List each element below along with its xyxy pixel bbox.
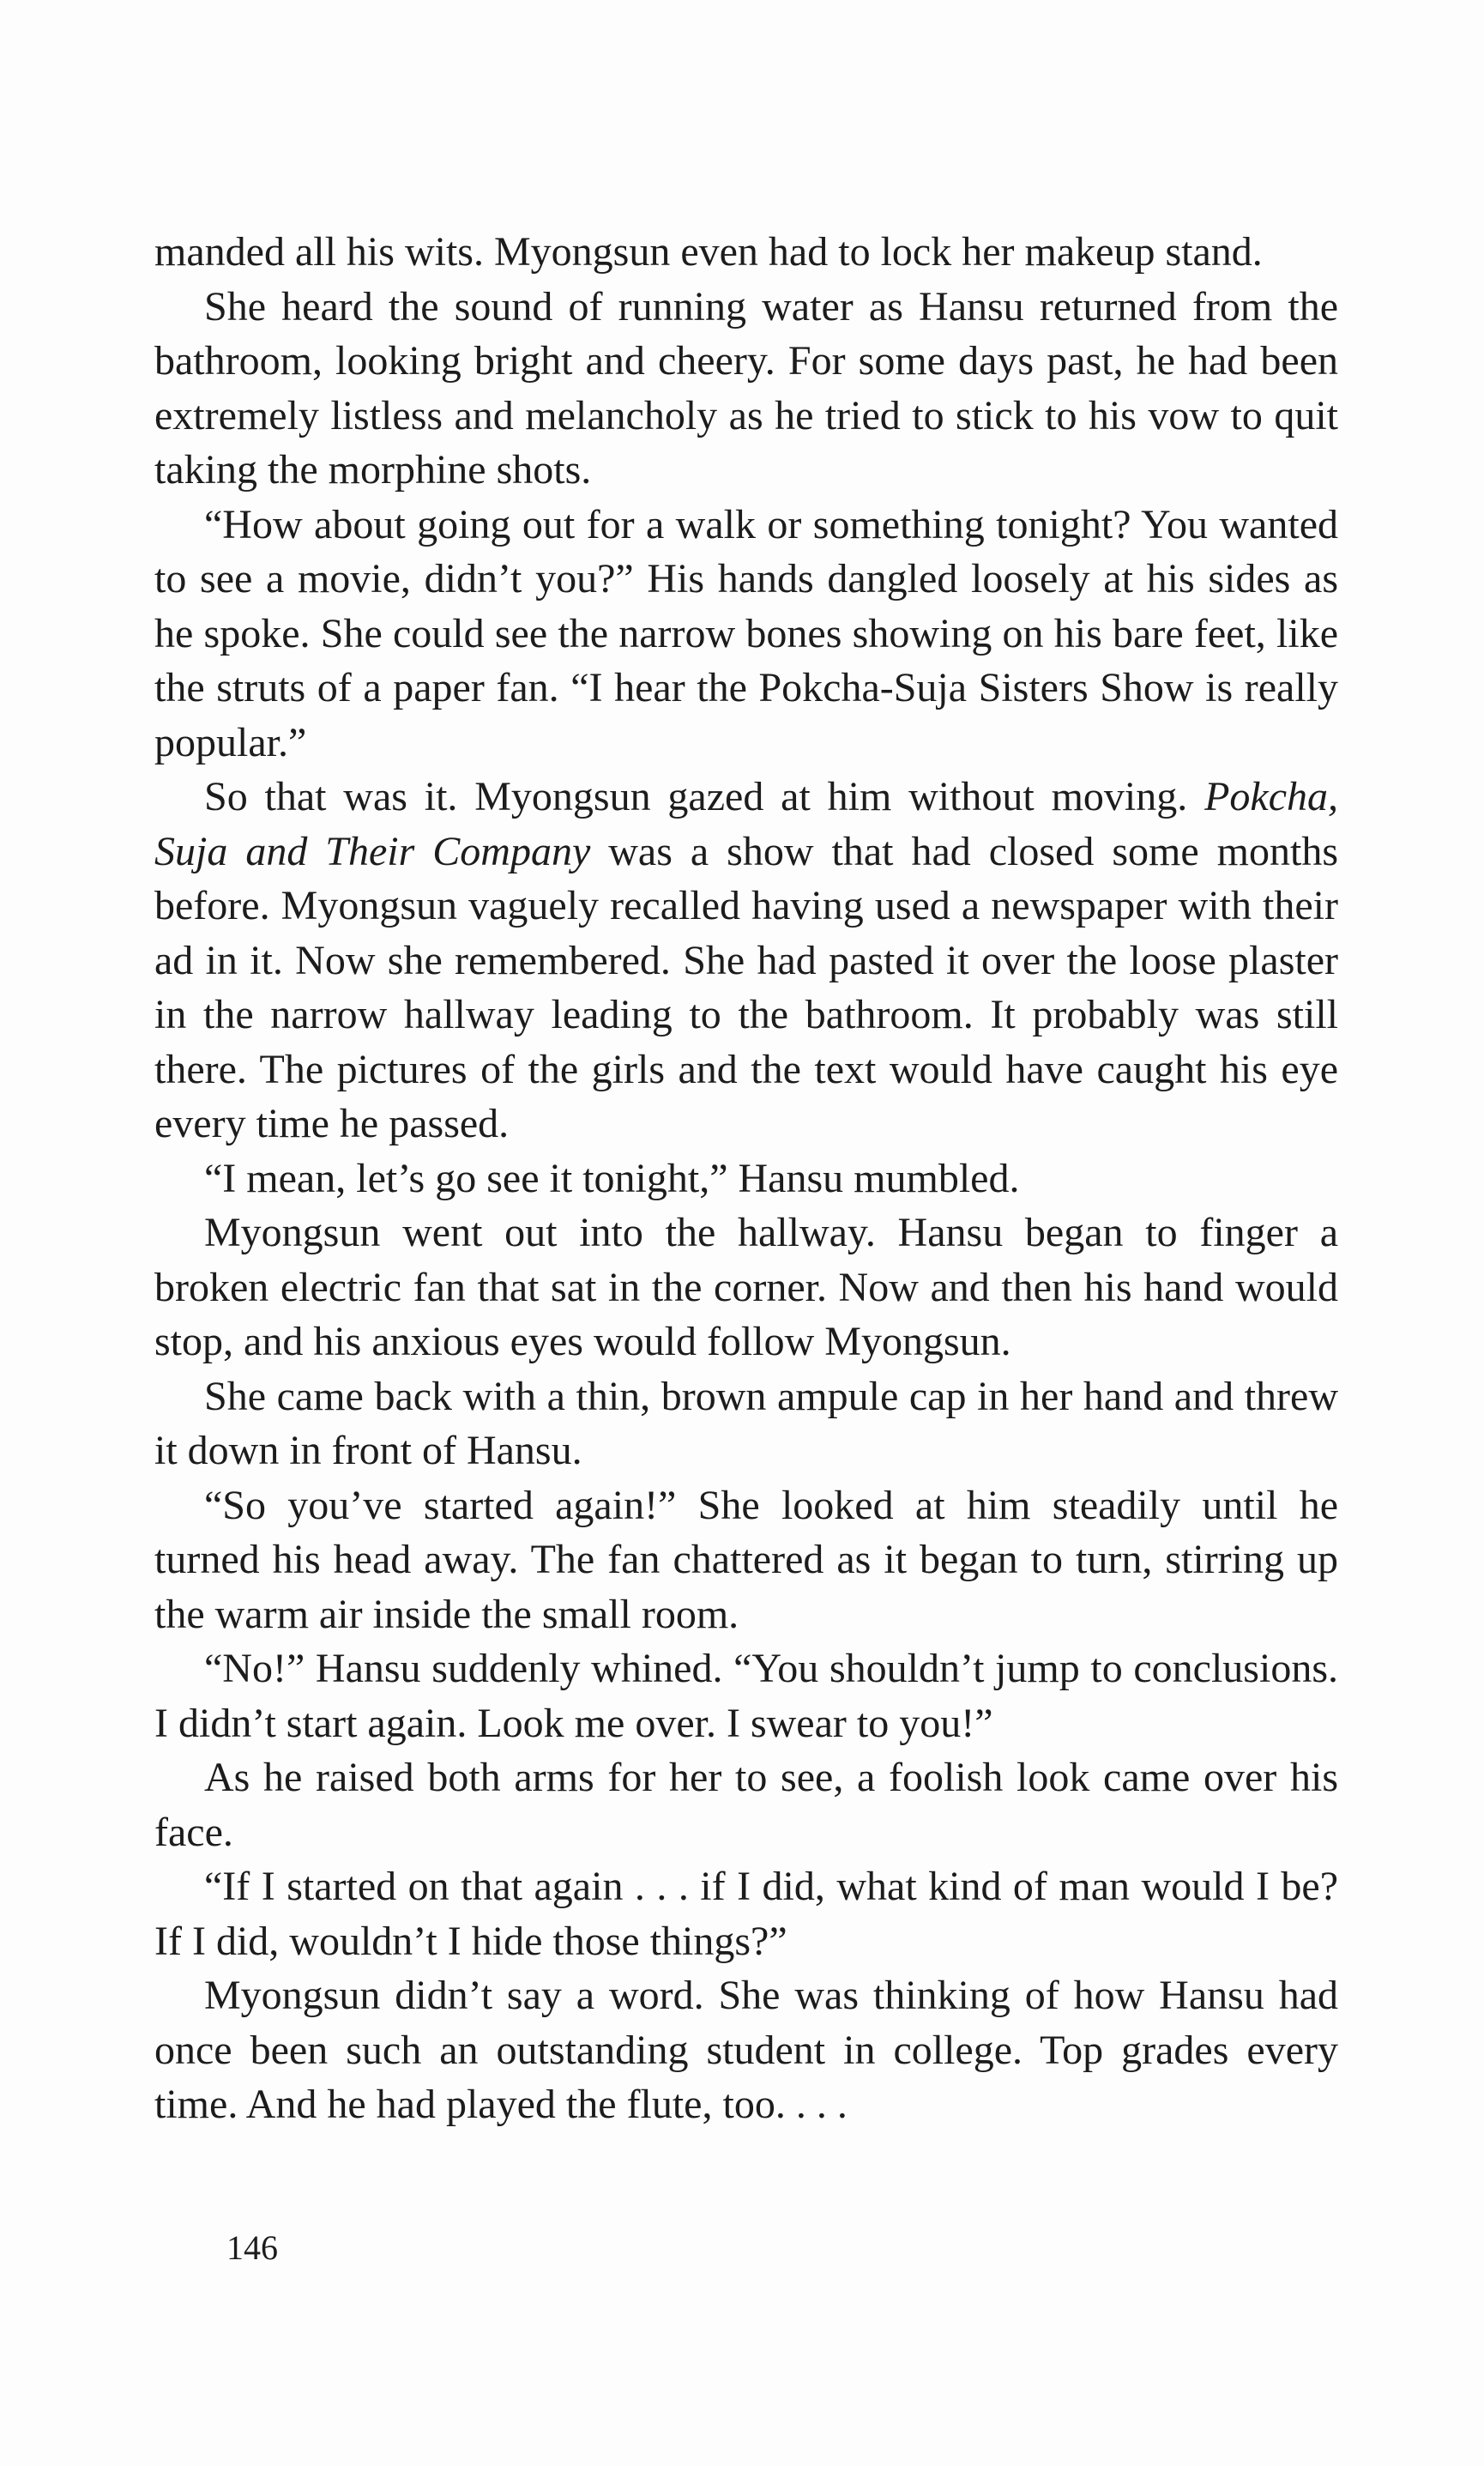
paragraph-text: So that was it. Myongsun gazed at him without moving. bbox=[204, 774, 1205, 819]
paragraph: “So you’ve started again!” She looked at him steadily until he turned his head away. The fan chattered as it began to turn, stirring up the warm air inside the small room. bbox=[154, 1482, 1338, 1637]
paragraph-text: was a show that had closed some months before. Myongsun vaguely recalled having used a newspaper with their ad in it. Now she remembered. She had pasted it over the loose plaster in the narrow hallway leading to the bathroom. It probably was still there. The pictures of the girls and the text would have caught his eye every time he passed. bbox=[154, 828, 1338, 1146]
paragraph: As he raised both arms for her to see, a foolish look came over his face. bbox=[154, 1755, 1338, 1855]
paragraph: “No!” Hansu suddenly whined. “You shouldn’t jump to conclusions. I didn’t start again. Look me over. I swear to you!” bbox=[154, 1646, 1338, 1746]
paragraph bbox=[154, 770, 1338, 1151]
paragraph: “If I started on that again . . . if I did, what kind of man would I be? If I did, wouldn’t I hide those things?” bbox=[154, 1864, 1338, 1964]
page-number: 146 bbox=[226, 2228, 278, 2267]
show-title: Pokcha, Suja and Their Company bbox=[154, 774, 1338, 874]
paragraph: “How about going out for a walk or something tonight? You wanted to see a movie, didn’t you?” His hands dangled loosely at his sides as he spoke. She could see the narrow bones showing on his bare feet, like the struts of a paper fan. “I hear the Pokcha-Suja Sisters Show is really popular.” bbox=[154, 501, 1338, 765]
paragraph: “I mean, let’s go see it tonight,” Hansu mumbled. bbox=[204, 1155, 1020, 1201]
paragraph: Myongsun went out into the hallway. Hansu began to finger a broken electric fan that sat in the corner. Now and then his hand would stop, and his anxious eyes would follow Myongsun. bbox=[154, 1210, 1338, 1364]
paragraph: She heard the sound of running water as Hansu returned from the bathroom, looking bright and cheery. For some days past, he had been extremely listless and melancholy as he tried to stick to his vow to quit taking the morphine shots. bbox=[154, 283, 1338, 493]
paragraph: manded all his wits. Myongsun even had to lock her makeup stand. bbox=[154, 229, 1263, 275]
body-text bbox=[154, 225, 1338, 2132]
paragraph: She came back with a thin, brown ampule cap in her hand and threw it down in front of Hansu. bbox=[154, 1373, 1338, 1473]
paragraph: Myongsun didn’t say a word. She was thinking of how Hansu had once been such an outstanding student in college. Top grades every time. And he had played the flute, too. . . . bbox=[154, 1973, 1338, 2127]
